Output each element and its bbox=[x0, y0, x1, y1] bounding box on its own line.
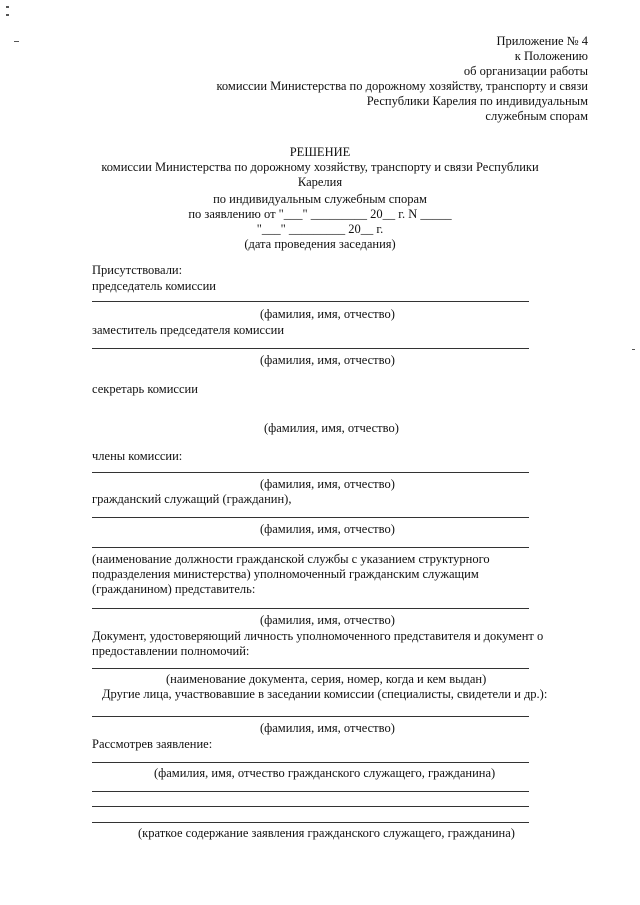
servant-label: гражданский служащий (гражданин), bbox=[92, 492, 292, 506]
members-label: члены комиссии: bbox=[92, 449, 183, 463]
others-label: Другие лица, участвовавшие в заседании комиссии (специалисты, свидетели и др.): bbox=[102, 687, 548, 701]
representative-fill-line[interactable] bbox=[92, 608, 529, 609]
appendix-line: комиссии Министерства по дорожному хозяйству, транспорту и связи bbox=[216, 79, 588, 93]
servant-name-caption: (фамилия, имя, отчество гражданского служащего, гражданина) bbox=[154, 766, 496, 780]
secretary-label: секретарь комиссии bbox=[92, 382, 198, 396]
summary-fill-line[interactable] bbox=[92, 806, 529, 807]
considered-label: Рассмотрев заявление: bbox=[92, 737, 213, 751]
representative-caption: (фамилия, имя, отчество) bbox=[260, 613, 395, 627]
application-date-line: по заявлению от "___" _________ 20__ г. N _____ bbox=[188, 207, 452, 221]
position-caption-line: подразделения министерства) уполномоченный гражданским служащим bbox=[92, 567, 479, 581]
servant-fill-line[interactable] bbox=[92, 517, 529, 518]
deputy-fill-line[interactable] bbox=[92, 348, 529, 349]
servant-name-fill-line[interactable] bbox=[92, 762, 529, 763]
appendix-number: Приложение № 4 bbox=[496, 34, 588, 48]
scan-speck bbox=[632, 349, 635, 350]
summary-fill-line[interactable] bbox=[92, 822, 529, 823]
appendix-line: к Положению bbox=[514, 49, 588, 63]
chairman-fill-line[interactable] bbox=[92, 301, 529, 302]
members-fill-line[interactable] bbox=[92, 472, 529, 473]
secretary-caption: (фамилия, имя, отчество) bbox=[264, 421, 399, 435]
chairman-label: председатель комиссии bbox=[92, 279, 216, 293]
appendix-line: об организации работы bbox=[463, 64, 588, 78]
document-label: Документ, удостоверяющий личность уполномоченного представителя и документ о bbox=[92, 629, 544, 643]
meeting-date-caption: (дата проведения заседания) bbox=[244, 237, 396, 251]
decision-heading: РЕШЕНИЕ bbox=[289, 145, 351, 159]
position-fill-line[interactable] bbox=[92, 547, 529, 548]
meeting-date-line: "___" _________ 20__ г. bbox=[256, 222, 384, 236]
servant-caption: (фамилия, имя, отчество) bbox=[260, 522, 395, 536]
present-label: Присутствовали: bbox=[92, 263, 183, 277]
scan-speck bbox=[6, 6, 9, 8]
document-caption: (наименование документа, серия, номер, когда и кем выдан) bbox=[166, 672, 487, 686]
title-line: по индивидуальным служебным спорам bbox=[213, 192, 427, 206]
position-caption-line: (гражданином) представитель: bbox=[92, 582, 256, 596]
others-fill-line[interactable] bbox=[92, 716, 529, 717]
title-line: Карелия bbox=[297, 175, 343, 189]
others-caption: (фамилия, имя, отчество) bbox=[260, 721, 395, 735]
scan-speck bbox=[14, 41, 19, 42]
members-caption: (фамилия, имя, отчество) bbox=[260, 477, 395, 491]
deputy-label: заместитель председателя комиссии bbox=[92, 323, 285, 337]
document-fill-line[interactable] bbox=[92, 668, 529, 669]
appendix-line: служебным спорам bbox=[485, 109, 588, 123]
document-label: предоставлении полномочий: bbox=[92, 644, 250, 658]
chairman-caption: (фамилия, имя, отчество) bbox=[260, 307, 395, 321]
scan-speck bbox=[6, 14, 9, 16]
position-caption-line: (наименование должности гражданской службы с указанием структурного bbox=[92, 552, 490, 566]
summary-caption: (краткое содержание заявления гражданского служащего, гражданина) bbox=[138, 826, 515, 840]
title-line: комиссии Министерства по дорожному хозяйству, транспорту и связи Республики bbox=[101, 160, 539, 174]
deputy-caption: (фамилия, имя, отчество) bbox=[260, 353, 395, 367]
summary-fill-line[interactable] bbox=[92, 791, 529, 792]
appendix-line: Республики Карелия по индивидуальным bbox=[366, 94, 588, 108]
